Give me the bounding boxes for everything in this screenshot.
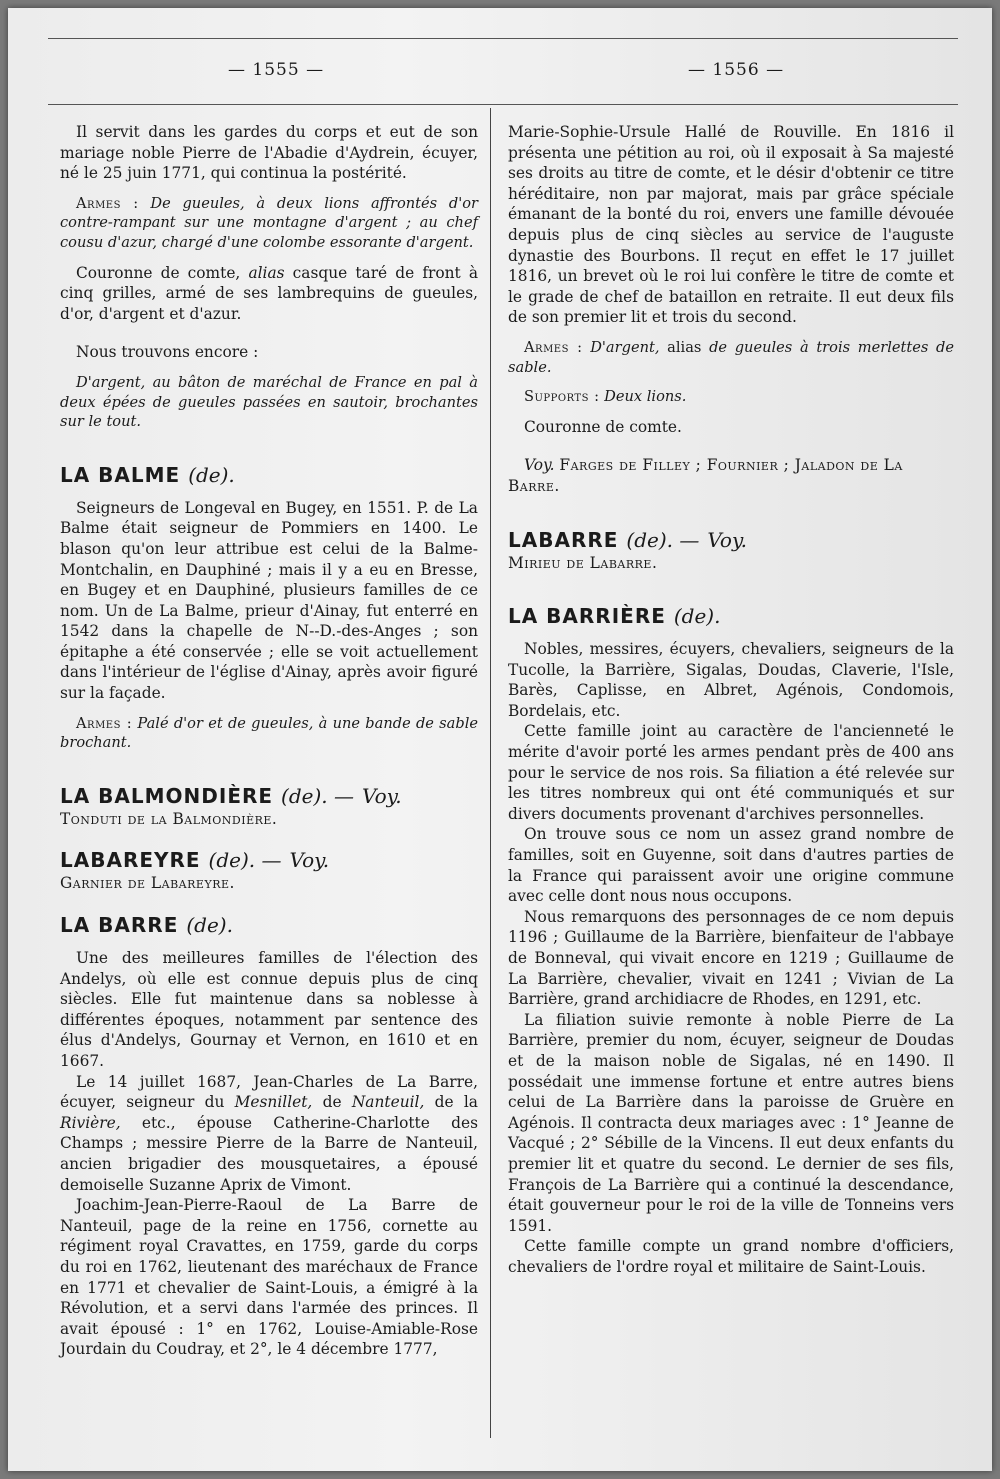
couronne-text-rest: casque taré de front à cinq grilles, armé de ses lambrequins de gueules, d'or, d'argent et d'azur.	[60, 263, 479, 323]
paragraph: On trouve sous ce nom un assez grand nombre de familles, soit en Guyenne, soit dans d'autres parties de la France qui paraissent avoir une origine commune avec celle dont nous nous occupons.	[508, 825, 954, 906]
entry-particle: (de).	[186, 913, 233, 938]
alternate-arms: D'argent, au bâton de maréchal de France en pal à deux épées de gueules passées en sautoir, brochantes sur le tout.	[60, 373, 478, 431]
supports-text: Deux lions.	[604, 388, 687, 406]
supports-label: Supports :	[524, 388, 600, 406]
armes-text: De gueules, à deux lions affrontés d'or contre-rampant sur une montagne d'argent ; au chef cousu d'azur, chargé d'une colombe essorante d'argent.	[60, 194, 479, 251]
place-name: Nanteuil,	[351, 1093, 425, 1112]
paragraph: Une des meilleures familles de l'élection des Andelys, où elle est connue depuis plus de cinq siècles. Elle fut maintenue dans sa noblesse à différentes époques, notamment par sentence des élus d'Andelys, Gournay et Vernon, en 1610 et en 1667.	[60, 949, 478, 1070]
entry-name: LA BARRIÈRE	[508, 604, 666, 629]
entry-particle: (de).	[188, 462, 235, 487]
alias-text: alias	[667, 338, 702, 356]
top-rule	[48, 38, 958, 39]
entry-particle: (de). —	[281, 783, 354, 808]
column-divider	[490, 108, 491, 1438]
entry-particle: (de). —	[626, 527, 700, 552]
armes-block	[60, 714, 478, 753]
paragraph: Joachim-Jean-Pierre-Raoul de La Barre de Nanteuil, page de la reine en 1756, cornette au régiment royal Cravattes, en 1759, garde du corps du roi en 1762, lieutenant des maréchaux de France en 1771 et chevalier de Saint-Louis, a émigré à la Révolution, et a servi dans l'armée des princes. Il avait épousé : 1° en 1762, Louise-Amiable-Rose Jourdain du Coudray, et 2°, le 4 décembre 1777,	[60, 1196, 478, 1359]
couronne-paragraph: Couronne de comte.	[524, 417, 682, 436]
cross-reference: Tonduti de la Balmondière.	[60, 809, 278, 828]
paragraph: Marie-Sophie-Ursule Hallé de Rouville. En 1816 il présenta une pétition au roi, où il exposait à Sa majesté ses droits au titre de comte, et le désir d'obtenir ce titre héréditaire, non par majorat, mais par grâce spéciale émanant de la bonté du roi, envers une famille dévouée depuis plus de cinq siècles au service de l'auguste dynastie des Bourbons. Il reçut en effet le 17 juillet 1816, un brevet où le roi lui confère le titre de comte et le grade de chef de bataillon en retraite. Il eut deux fils de son premier lit et trois du second.	[508, 123, 954, 327]
armes-block	[60, 194, 478, 253]
right-column	[508, 122, 954, 1278]
header-rule	[48, 104, 958, 105]
entry-particle: (de). —	[208, 848, 282, 873]
place-name: Rivière,	[60, 1113, 121, 1132]
reference-names: Farges de Filley ; Fournier ; Jaladon de La Barre.	[508, 456, 903, 495]
armes-label: Armes :	[76, 714, 133, 732]
armes-block	[508, 338, 954, 377]
voy-label: Voy.	[707, 527, 747, 552]
paragraph: Nobles, messires, écuyers, chevaliers, seigneurs de la Tucolle, la Barrière, Sigalas, Doudas, Claverie, l'Isle, Barès, Caplisse, en Albret, Agénois, Condomois, Bordelais, etc.	[508, 640, 954, 720]
entry-name: LA BALMONDIÈRE	[60, 783, 274, 808]
entry-title-la-balme	[60, 462, 478, 488]
paragraph: La filiation suivie remonte à noble Pierre de La Barrière, premier du nom, écuyer, seigneur de Doudas et de la maison noble de Sigalas, né en 1490. Il possédait une immense fortune et entre autres biens celui de La Barrière dans la paroisse de Gruère en Agénois. Il contracta deux mariages avec : 1° Jeanne de Vacqué ; 2° Sébille de la Vincens. Il eut deux enfants du premier lit et quatre du second. Le dernier de ses fils, François de La Barrière qui a continué la descendance, était gouverneur pour le roi de la ville de Tonneins vers 1591.	[508, 1010, 954, 1235]
place-name: Mesnillet,	[234, 1093, 313, 1112]
couronne-text: Couronne de comte,	[76, 263, 241, 282]
voy-label: Voy.	[361, 783, 402, 808]
nous-trouvons: Nous trouvons encore :	[76, 343, 259, 362]
entry-title-labarre	[508, 527, 954, 553]
paragraph: Nous remarquons des personnages de ce nom depuis 1196 ; Guillaume de la Barrière, bienfaiteur de l'abbaye de Bonneval, qui vivait encore en 1219 ; Guillaume de La Barrière, chevalier, vivait en 1241 ; Vivian de La Barrière, grand archidiacre de Rhodes, en 1291, etc.	[508, 907, 954, 1009]
text-run: de la	[434, 1093, 478, 1112]
right-page-number: — 1556 —	[688, 60, 785, 80]
book-page	[8, 8, 992, 1471]
text-run: Le 14 juillet 1687, Jean-Charles de La Barre, écuyer, seigneur du	[60, 1072, 478, 1112]
armes-text-rest: de gueules à trois merlettes de sable.	[508, 338, 955, 376]
paragraph: Cette famille joint au caractère de l'ancienneté le mérite d'avoir porté les armes pendant près de 400 ans pour le service de nos rois. Sa filiation a été relevée sur les titres nombreux qui ont été communiqués et sur divers documents provenant d'archives personnelles.	[508, 722, 954, 823]
entry-name: LABARRE	[508, 527, 619, 552]
cross-reference: Mirieu de Labarre.	[508, 553, 658, 572]
voy-label: Voy.	[289, 848, 330, 873]
paragraph: Il servit dans les gardes du corps et eut de son mariage noble Pierre de l'Abadie d'Aydrein, écuyer, né le 25 juin 1771, qui continua la postérité.	[60, 123, 478, 183]
left-column	[60, 122, 478, 1360]
entry-title-la-barriere	[508, 603, 954, 629]
paragraph: Cette famille compte un grand nombre d'officiers, chevaliers de l'ordre royal et militaire de Saint-Louis.	[508, 1237, 954, 1276]
entry-name: LA BARRE	[60, 913, 179, 938]
left-page-number: — 1555 —	[228, 60, 325, 80]
armes-text: Palé d'or et de gueules, à une bande de sable brochant.	[60, 714, 479, 752]
entry-title-la-balmondiere	[60, 783, 478, 809]
entry-title-labareyre	[60, 847, 478, 873]
cross-reference: Garnier de Labareyre.	[60, 874, 235, 893]
couronne-paragraph	[60, 263, 478, 325]
entry-title-la-barre	[60, 912, 478, 938]
cross-reference	[508, 455, 954, 496]
entry-name: LABAREYRE	[60, 848, 201, 873]
alias-text: alias	[248, 263, 285, 282]
paragraph	[60, 1072, 478, 1196]
paragraph: Seigneurs de Longeval en Bugey, en 1551. P. de La Balme était seigneur de Pommiers en 1400. Le blason qu'on leur attribue est celui de la Balme-Montchalin, en Dauphiné ; mais il y a eu en Bresse, en Bugey et en Dauphiné, plusieurs familles de ce nom. Un de La Balme, prieur d'Ainay, fut enterré en 1542 dans la chapelle de N--D.-des-Anges ; son épitaphe a été conservée ; elle se voit actuellement dans l'intérieur de l'église d'Ainay, après avoir figuré sur la façade.	[60, 498, 478, 703]
entry-name: LA BALME	[60, 462, 181, 487]
armes-label: Armes :	[524, 338, 583, 356]
voy-label: Voy.	[524, 456, 555, 475]
armes-text: D'argent,	[590, 338, 660, 356]
text-run: de	[322, 1093, 342, 1112]
armes-label: Armes :	[76, 194, 139, 212]
entry-particle: (de).	[673, 604, 721, 629]
text-run: etc., épouse Catherine-Charlotte des Champs ; messire Pierre de la Barre de Nanteuil, ancien brigadier des mousquetaires, a épousé demoiselle Suzanne Aprix de Vimont.	[60, 1113, 478, 1194]
supports-block	[508, 387, 954, 407]
